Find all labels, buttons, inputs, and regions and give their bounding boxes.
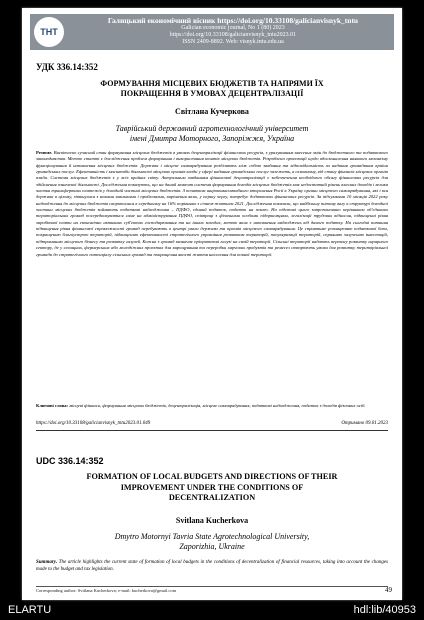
- abstract-text: Висвітлено сучасний стан формування місцевих бюджетів в умовах децентралізації фінансових ресурсів, з урахуванням внесених змін до бюджетного та податкового законодавства. Метою статті є дослідження проблем формування і використання коштів місцевих бюджетів. Розроблено пропозиції щодо вдосконалення наявного механізму функціонування й наповнення місцевих бюджетів. Держава і місцеве самоврядування розділяють між собою завдання та відповідальність за надання громадянам країни громадських послуг. Ефективність і масштаби діяльності місцевих органів влади у сфері надання громадських послуг залежать, в основному, від стану фінансів місцевих органів влади. Система місцевих бюджетів є у всіх країнах світу. Актуальним завданням фінансової децентралізації є забезпечення необхідного обсягу фінансових ресурсів для здійснення означеної діяльності. Дослідження показують, що на даний момент система формування доходів місцевих бюджетів має недостатній рівень власних доходів і велика частка трансфертних платежів у доходній частині місцевих бюджетів. З початком широкомасштабного вторгнення Росії в Україну органи місцевого самоврядування, які і вся держава в цілому, зіткнулися з новими викликами і проблемами, вирішення яких, у першу чергу, потребує додаткових фінансових ресурсів. За підсумками 10 місяців 2022 року надходження до місцевих бюджетів скоротилися в середньому на 16% порівняно з січнем-жовтнем 2021. Дослідження показали, що найбільшу питому вагу в структурі доходної частини місцевих бюджетів займають податкові надходження – ПДФО, єдиний податок, податок на землю. На підставі цього запропоновано керівникам об'єднаних територіальних громад посередковуватися саме на адміністрування ПДФО, співпраці з фізичними особами підприємцями, легалізації трудових відносин, підвищенні рівня заробітної плати на економічно активних суб'єктах господарювання та на інших заходах, метою яких є наповнення надходжень від даного податку. На сьогодні питання підвищення рівня фінансової спроможності громад перебувають в центрі уваги держави та органів місцевого самоврядування. Це сприятиме розширенню податкової бази, покращенню благоустрою територій, підвищенню ефективності стратегічного управління розвитком територій, популяризації територій, сприянню залученню інвестицій, підтриманню місцевого бізнесу та розвитку галузей. Кожна з громад визначає пріоритетні галузі на своїй території. Сільські території надають перевагу розвитку аграрного сектору, де у селищних, фермерських або молодіжних проєктах для вирощування та переробки харчових продуктів та ремесел створюють умови для розвитку територіальної громади до стратегічного потенціалу сільських громад та покращення якості життя населення для повної території.: [36, 150, 388, 257]
- repository-label: ELARTU: [8, 604, 52, 616]
- issue-doi[interactable]: https://doi.org/10.33108/galicianvisnyk_tntu2023.01: [169, 32, 297, 38]
- summary-label: Summary.: [36, 560, 58, 565]
- summary-eng: [36, 560, 388, 573]
- title-line: IMPROVEMENT UNDER THE CONDITIONS OF: [120, 482, 304, 492]
- affiliation-line: Dmytro Motornyi Tavria State Agrotechnological University,: [114, 532, 310, 541]
- handle-id[interactable]: hdl:lib/40953: [353, 604, 416, 616]
- article-page: [22, 8, 402, 600]
- title-line: ФОРМУВАННЯ МІСЦЕВИХ БЮДЖЕТІВ ТА НАПРЯМИ ЇХ: [100, 79, 324, 88]
- keywords-ukr: [36, 403, 388, 409]
- affiliation-line: Zaporizhia, Ukraine: [179, 542, 245, 551]
- abstract-label: Резюме.: [36, 150, 53, 155]
- affiliation-eng: [36, 532, 388, 552]
- keywords-text: місцеві фінанси, формування місцевих бюджетів, децентралізація, місцеве самоврядування, податкові надходження, податок з доходів фізичних осіб.: [69, 403, 366, 408]
- received-date: Отримано 09.01.2023: [341, 421, 388, 426]
- issn-web[interactable]: ISSN 2409-8892. Web: visnyk.tntu.edu.ua: [182, 39, 284, 45]
- udc-code-eng: UDC 336.14:352: [36, 456, 104, 466]
- udc-code-ukr: УДК 336.14:352: [36, 62, 98, 72]
- author-name-ukr: Світлана Кучеркова: [175, 107, 249, 116]
- footer-divider: [36, 586, 388, 587]
- corresponding-author: Corresponding author: Svitlana Kucherkova; e-mail: kucherkova@gmail.com: [36, 588, 177, 593]
- article-title-ukr: [36, 79, 388, 99]
- article-title-eng: [36, 472, 388, 504]
- abstract-ukr: [36, 150, 388, 400]
- section-divider: [36, 430, 388, 431]
- author-name-eng: Svitlana Kucherkova: [175, 516, 249, 525]
- journal-name[interactable]: Галицький економічний вісник https://doi.org/10.33108/galicianvisnyk_tntu: [107, 16, 359, 25]
- title-line: FORMATION OF LOCAL BUDGETS AND DIRECTIONS OF THEIR: [86, 472, 338, 481]
- journal-header: [30, 14, 394, 50]
- summary-text: The article highlights the current state of formation of local budgets in the conditions of decentralization of financial resources, taking into account the changes made to the budget and tax legislation.: [36, 560, 389, 572]
- article-doi[interactable]: https://doi.org/10.33108/galicianvisnyk_tntu2023.01.049: [36, 421, 151, 426]
- journal-header-text: [74, 16, 392, 46]
- affiliation-ukr: [36, 124, 388, 144]
- affiliation-line: імені Дмитра Моторного, Запоріжжя, Україна: [129, 134, 295, 143]
- journal-logo: ТНТ: [34, 17, 64, 47]
- journal-issue: Galician economic journal, No 1 (80) 2023: [181, 25, 285, 31]
- doi-row: [36, 421, 388, 426]
- title-line: ПОКРАЩЕННЯ В УМОВАХ ДЕЦЕНТРАЛІЗАЦІЇ: [120, 89, 304, 98]
- title-line: DECENTRALIZATION: [168, 493, 256, 502]
- keywords-label: Ключові слова:: [36, 403, 69, 408]
- affiliation-line: Таврійський державний агротехнологічний університет: [115, 124, 309, 133]
- page-number: 49: [385, 586, 392, 594]
